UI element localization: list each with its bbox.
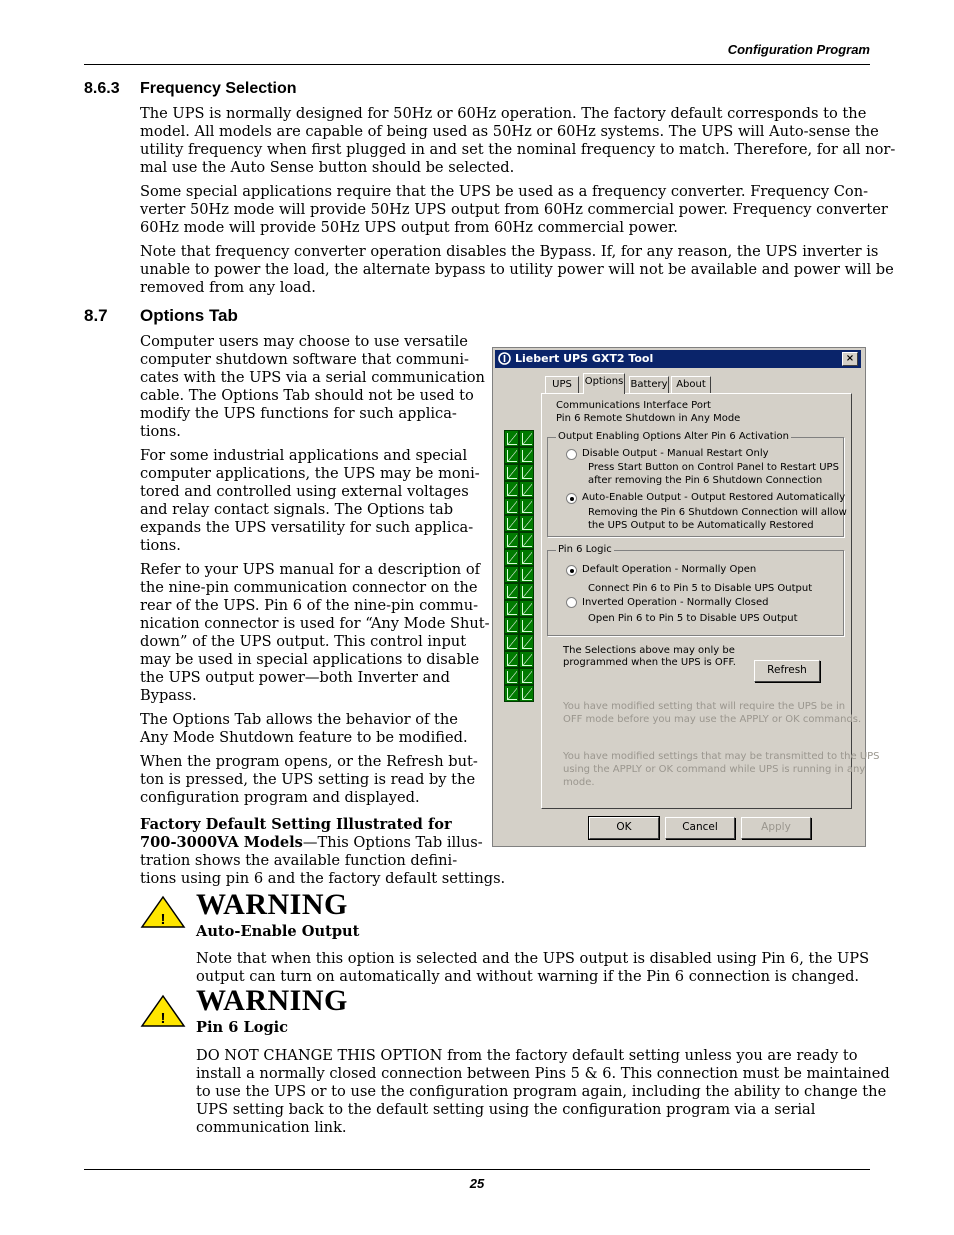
text-line: down” of the UPS output. This control input	[140, 633, 467, 650]
tab-ups[interactable]: UPS	[545, 376, 579, 393]
text-line: the nine-pin communication connector on the	[140, 579, 478, 596]
text-line: the UPS output power—both Inverter and	[140, 669, 451, 686]
text-line	[140, 834, 505, 852]
text-line: modify the UPS functions for such applica-	[140, 405, 457, 422]
option-description: Removing the Pin 6 Shutdown Connection will allow	[588, 507, 847, 518]
option-description: Connect Pin 6 to Pin 5 to Disable UPS Output	[588, 583, 813, 594]
output-enabling-group	[547, 431, 847, 537]
status-message: You have modified setting that will require the UPS be in	[563, 701, 846, 712]
led-indicator-icon	[504, 430, 519, 447]
led-indicator-icon	[504, 651, 519, 668]
radio-default-operation[interactable]	[566, 565, 577, 576]
text-line: communication link.	[196, 1119, 347, 1136]
close-icon[interactable]: ×	[842, 352, 858, 366]
text-line: unable to power the load, the alternate bypass to utility power will not be available and power will be	[140, 261, 894, 278]
warning-body	[196, 1047, 890, 1137]
text-line: tration shows the available function defini-	[140, 852, 458, 869]
led-indicator-icon	[519, 430, 534, 447]
text-line: Note that frequency converter operation disables the Bypass. If, for any reason, the UPS inverter is	[140, 243, 879, 260]
tab-about[interactable]: About	[671, 376, 711, 393]
led-indicator-icon	[519, 617, 534, 634]
warning-triangle-icon	[140, 994, 186, 1028]
led-indicator-icon	[519, 566, 534, 583]
warning-subtitle: Pin 6 Logic	[196, 1019, 289, 1036]
led-indicator-icon	[519, 515, 534, 532]
text-run: —This Options Tab illus-	[302, 834, 483, 851]
led-indicator-icon	[504, 481, 519, 498]
section-heading-87	[84, 306, 238, 326]
option-description: after removing the Pin 6 Shutdown Connection	[588, 475, 823, 486]
led-indicator-icon	[504, 464, 519, 481]
led-indicator-icon	[519, 634, 534, 651]
dialog-title: Liebert UPS GXT2 Tool	[515, 352, 654, 365]
radio-label: Auto-Enable Output - Output Restored Automatically	[582, 492, 846, 503]
option-description: the UPS Output to be Automatically Restored	[588, 520, 814, 531]
footer-rule	[84, 1169, 870, 1170]
warning-triangle-icon	[140, 895, 186, 929]
led-indicator-icon	[504, 498, 519, 515]
text-line-bold: Factory Default Setting Illustrated for	[140, 816, 452, 833]
text-line: computer shutdown software that communi-	[140, 351, 469, 368]
text-line: Some special applications require that the UPS be used as a frequency converter. Frequency Con-	[140, 183, 869, 200]
section-title: Options Tab	[140, 306, 238, 325]
option-description: Open Pin 6 to Pin 5 to Disable UPS Output	[588, 613, 798, 624]
paragraph	[140, 183, 888, 237]
warning-title: WARNING	[196, 984, 348, 1017]
led-indicator-icon	[519, 447, 534, 464]
note-text: The Selections above may only be	[563, 645, 735, 656]
led-indicator-icon	[504, 515, 519, 532]
text-line: cates with the UPS via a serial communication	[140, 369, 485, 386]
section-number: 8.6.3	[84, 80, 120, 97]
options-panel	[541, 393, 880, 809]
led-indicator-icon	[504, 447, 519, 464]
led-indicator-icon	[504, 532, 519, 549]
radio-disable-output[interactable]	[566, 449, 577, 460]
text-line: UPS setting back to the default setting using the configuration program via a serial	[196, 1101, 816, 1118]
text-line: tored and controlled using external voltages	[140, 483, 469, 500]
note-text: programmed when the UPS is OFF.	[563, 657, 736, 668]
tab-options[interactable]: Options	[583, 373, 625, 394]
text-line: utility frequency when first plugged in and set the nominal frequency to match. Therefore, for all nor-	[140, 141, 896, 158]
radio-label: Disable Output - Manual Restart Only	[582, 448, 769, 459]
port-label: Communications Interface Port	[556, 400, 711, 411]
text-line: configuration program and displayed.	[140, 789, 420, 806]
section-heading-863	[84, 80, 297, 98]
radio-auto-enable-output[interactable]	[566, 493, 577, 504]
text-line: output can turn on automatically and without warning if the Pin 6 connection is changed.	[196, 968, 860, 985]
radio-inverted-operation[interactable]	[566, 597, 577, 608]
ok-button[interactable]: OK	[589, 817, 659, 839]
cancel-button[interactable]: Cancel	[665, 817, 735, 839]
text-line: DO NOT CHANGE THIS OPTION from the factory default setting unless you are ready to	[196, 1047, 858, 1064]
svg-text:!: !	[160, 1010, 166, 1027]
option-description: Press Start Button on Control Panel to Restart UPS	[588, 462, 839, 473]
text-line: The Options Tab allows the behavior of the	[140, 711, 458, 728]
led-indicator-icon	[504, 668, 519, 685]
paragraph	[140, 105, 895, 177]
text-line: When the program opens, or the Refresh but-	[140, 753, 478, 770]
text-line: to use the UPS or to use the configuration program again, including the ability to change the	[196, 1083, 887, 1100]
group-label: Pin 6 Logic	[558, 544, 612, 555]
text-line: tions.	[140, 423, 181, 440]
text-line: 60Hz mode will provide 50Hz UPS output from 60Hz commercial power.	[140, 219, 678, 236]
paragraph	[140, 447, 480, 555]
status-message: OFF mode before you may use the APPLY or OK commands.	[563, 714, 862, 725]
warning-subtitle: Auto-Enable Output	[196, 923, 360, 940]
text-line: model. All models are capable of being used as 50Hz or 60Hz systems. The UPS will Auto-sense the	[140, 123, 879, 140]
radio-label: Inverted Operation - Normally Closed	[582, 597, 769, 608]
led-indicator-icon	[519, 651, 534, 668]
paragraph	[140, 753, 478, 807]
led-indicator-icon	[504, 549, 519, 566]
app-icon	[498, 352, 511, 365]
led-indicator-icon	[519, 498, 534, 515]
status-message: You have modified settings that may be transmitted to the UPS	[563, 751, 880, 762]
paragraph	[140, 333, 485, 441]
led-indicator-icon	[519, 685, 534, 702]
text-line: ton is pressed, the UPS setting is read by the	[140, 771, 476, 788]
text-line: Computer users may choose to use versatile	[140, 333, 468, 350]
dialog-titlebar	[495, 350, 861, 368]
header-rule	[84, 64, 870, 65]
text-line: The UPS is normally designed for 50Hz or 60Hz operation. The factory default corresponds to the	[140, 105, 867, 122]
led-indicator-icon	[519, 583, 534, 600]
text-line: Bypass.	[140, 687, 197, 704]
text-line: Any Mode Shutdown feature to be modified.	[140, 729, 468, 746]
led-indicator-icon	[504, 634, 519, 651]
led-indicator-icon	[519, 600, 534, 617]
text-line: Note that when this option is selected and the UPS output is disabled using Pin 6, the UPS	[196, 950, 870, 967]
section-title: Frequency Selection	[140, 80, 297, 97]
text-line: For some industrial applications and special	[140, 447, 468, 464]
text-line: rear of the UPS. Pin 6 of the nine-pin commu-	[140, 597, 479, 614]
paragraph	[140, 561, 490, 705]
svg-text:!: !	[160, 911, 166, 928]
text-line: verter 50Hz mode will provide 50Hz UPS output from 60Hz commercial power. Frequency converter	[140, 201, 888, 218]
text-line: removed from any load.	[140, 279, 316, 296]
pin6-label: Pin 6 Remote Shutdown in Any Mode	[556, 413, 741, 424]
text-line: and relay contact signals. The Options tab	[140, 501, 454, 518]
group-label: Output Enabling Options Alter Pin 6 Activation	[558, 431, 789, 442]
text-line: Refer to your UPS manual for a description of	[140, 561, 481, 578]
paragraph	[140, 711, 468, 747]
status-message: mode.	[563, 777, 595, 788]
led-indicator-icon	[519, 668, 534, 685]
text-line: computer applications, the UPS may be moni-	[140, 465, 480, 482]
led-indicator-icon	[519, 481, 534, 498]
led-indicator-icon	[504, 583, 519, 600]
text-line: install a normally closed connection between Pins 5 & 6. This connection must be maintained	[196, 1065, 890, 1082]
tab-battery[interactable]: Battery	[629, 376, 669, 393]
refresh-button[interactable]: Refresh	[754, 660, 820, 682]
led-indicator-icon	[519, 532, 534, 549]
paragraph	[140, 243, 894, 297]
bold-run: 700-3000VA Models	[140, 834, 303, 851]
led-indicator-icon	[504, 617, 519, 634]
page-number: 25	[469, 1176, 485, 1191]
led-indicator-icon	[519, 549, 534, 566]
warning-body	[196, 950, 869, 986]
radio-label: Default Operation - Normally Open	[582, 564, 757, 575]
led-indicator-icon	[504, 600, 519, 617]
text-line: cable. The Options Tab should not be used to	[140, 387, 474, 404]
running-header: Configuration Program	[727, 42, 870, 57]
pin6-logic-group	[547, 544, 844, 636]
warning-title: WARNING	[196, 888, 348, 921]
apply-button[interactable]: Apply	[741, 817, 811, 839]
text-line: nication connector is used for “Any Mode Shut-	[140, 615, 490, 632]
options-dialog	[492, 347, 880, 847]
led-indicator-icon	[504, 566, 519, 583]
status-message: using the APPLY or OK command while UPS is running in any	[563, 764, 866, 775]
paragraph	[140, 816, 505, 888]
text-line: expands the UPS versatility for such applica-	[140, 519, 474, 536]
text-line: mal use the Auto Sense button should be selected.	[140, 159, 515, 176]
led-indicator-icon	[519, 464, 534, 481]
text-line: tions using pin 6 and the factory default settings.	[140, 870, 506, 887]
text-line: tions.	[140, 537, 181, 554]
text-line: may be used in special applications to disable	[140, 651, 480, 668]
led-indicator-icon	[504, 685, 519, 702]
section-number: 8.7	[84, 306, 108, 325]
